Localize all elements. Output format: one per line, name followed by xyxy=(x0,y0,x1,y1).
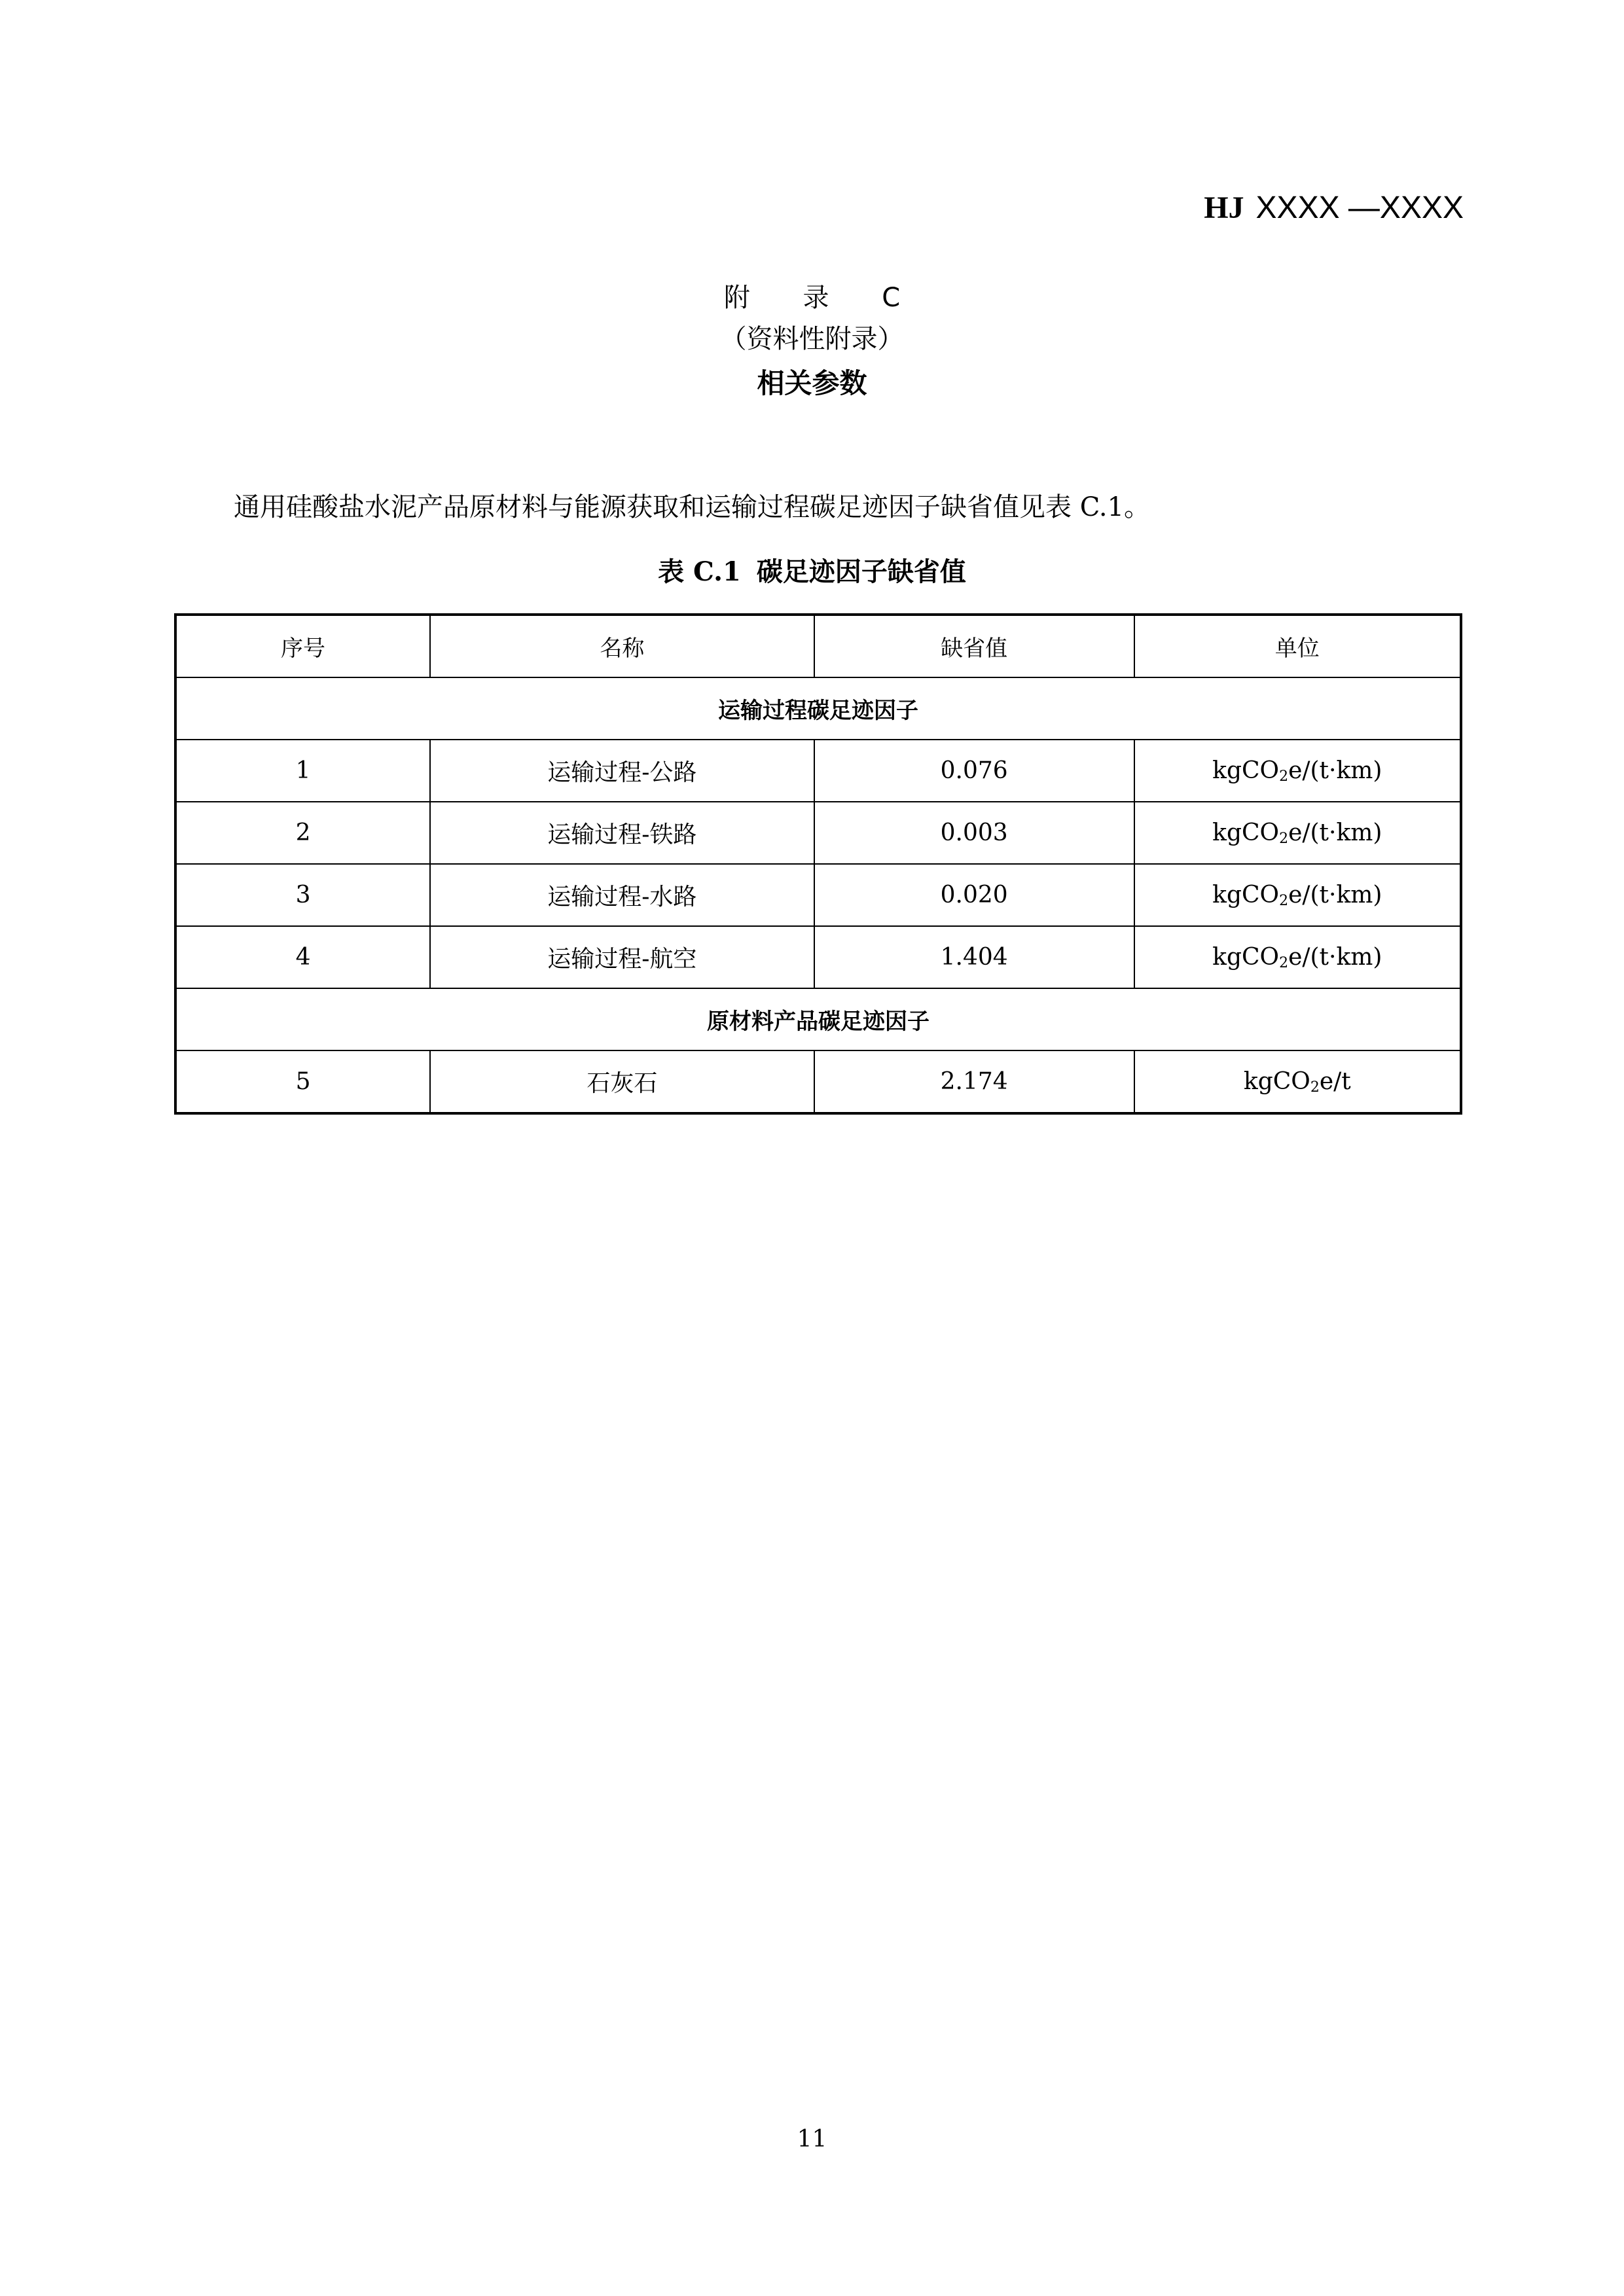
table-row xyxy=(175,802,1461,864)
row-index: 5 xyxy=(175,1050,430,1113)
document-code xyxy=(1204,190,1464,226)
row-unit: kgCO$_2$e/(t·km) xyxy=(1134,740,1461,802)
row-value: 0.003 xyxy=(814,802,1134,864)
row-name: 石灰石 xyxy=(430,1050,814,1113)
row-index: 2 xyxy=(175,802,430,864)
row-value: 2.174 xyxy=(814,1050,1134,1113)
row-unit: kgCO$_2$e/(t·km) xyxy=(1134,802,1461,864)
table-row xyxy=(175,740,1461,802)
row-value: 0.076 xyxy=(814,740,1134,802)
row-unit: kgCO$_2$e/t xyxy=(1134,1050,1461,1113)
row-value: 1.404 xyxy=(814,926,1134,988)
row-value: 0.020 xyxy=(814,864,1134,926)
row-index: 1 xyxy=(175,740,430,802)
table-row xyxy=(175,1050,1461,1113)
table-row xyxy=(175,926,1461,988)
table-caption-number: 表 C.1 xyxy=(658,556,741,587)
row-index: 4 xyxy=(175,926,430,988)
table-header-row xyxy=(175,615,1461,677)
row-unit: kgCO$_2$e/(t·km) xyxy=(1134,864,1461,926)
table-caption xyxy=(0,551,1624,588)
appendix-subtitle: （资料性附录） xyxy=(720,324,904,354)
table-group-row xyxy=(175,988,1461,1050)
table-caption-title: 碳足迹因子缺省值 xyxy=(756,556,966,587)
appendix-heading: 相关参数 xyxy=(757,367,867,399)
group-title-raw-material: 原材料产品碳足迹因子 xyxy=(175,988,1461,1050)
table-group-row xyxy=(175,677,1461,740)
page-number: 11 xyxy=(797,2126,827,2153)
row-name: 运输过程-航空 xyxy=(430,926,814,988)
row-index: 3 xyxy=(175,864,430,926)
row-name: 运输过程-水路 xyxy=(430,864,814,926)
column-header-unit: 单位 xyxy=(1134,615,1461,677)
document-code-prefix: HJ xyxy=(1204,190,1244,225)
intro-paragraph: 通用硅酸盐水泥产品原材料与能源获取和运输过程碳足迹因子缺省值见表 C.1。 xyxy=(234,492,1151,522)
row-unit: kgCO$_2$e/(t·km) xyxy=(1134,926,1461,988)
column-header-default-value: 缺省值 xyxy=(814,615,1134,677)
table-row xyxy=(175,864,1461,926)
group-title-transport: 运输过程碳足迹因子 xyxy=(175,677,1461,740)
column-header-name: 名称 xyxy=(430,615,814,677)
row-name: 运输过程-铁路 xyxy=(430,802,814,864)
document-code-number: XXXX —XXXX xyxy=(1255,190,1464,225)
appendix-title: 附 录 C xyxy=(723,283,923,313)
row-name: 运输过程-公路 xyxy=(430,740,814,802)
carbon-factor-table xyxy=(174,613,1462,1115)
column-header-index: 序号 xyxy=(175,615,430,677)
